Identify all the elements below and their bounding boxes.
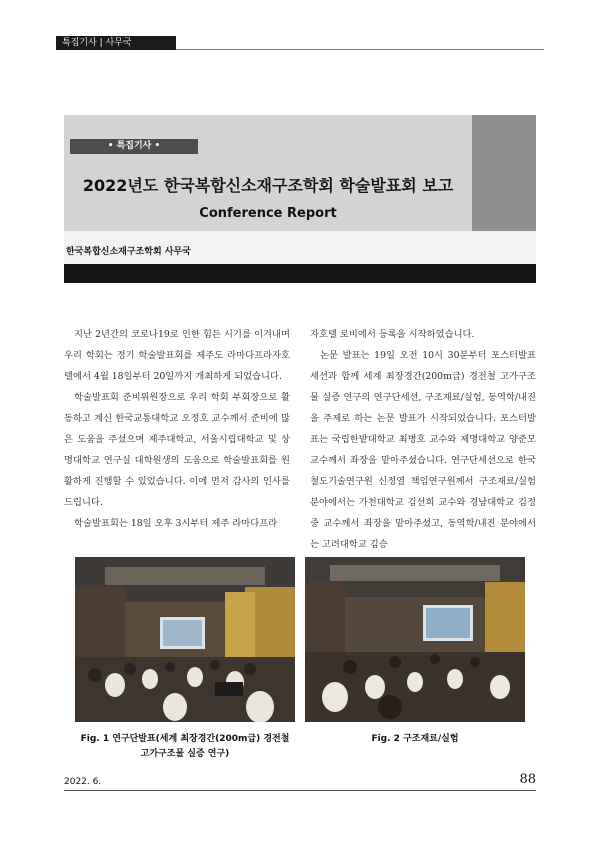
body-paragraph: 학술발표회는 18일 오후 3시부터 제주 라마다프라 [74,518,278,529]
title-block-stripe [472,115,536,231]
body-paragraph: 학술발표회 준비위원장으로 우리 학회 부회장으로 활동하고 계신 한국교통대학교 오정호 교수께서 준비에 많은 도움을 주셨으며 제주대학교, 서울시립대학교 및 상명대학교 연구실 대학원생의 도움으로 학술발표회를 원활하게 진행할 수 있었습니다. 이에 먼저 감사의 인사를 드립니다. [64,392,290,508]
article-subtitle: Conference Report [199,206,337,221]
section-label: 특집기사 | 사무국 [62,38,132,48]
figure-1-photo [75,557,295,722]
figure-1-caption-line2: 고가구조물 실증 연구) [140,749,230,759]
body-paragraph: 논문 발표는 19일 오전 10시 30분부터 포스터발표 세션과 함께 세계 최장경간(200m급) 경전철 고가구조물 실증 연구의 연구단세션, 구조재료/실험, 동역학/내진을 주제로 하는 논문 발표가 시작되었습니다. 포스터발표는 국립한밭대학교 최병호 교수와 제명대학교 양준모 교수께서 좌장을 맡아주셨습니다. 연구단세션으로 한국철도기술연구원 신정열 책임연구원께서 구조재료/실험 분야에서는 가천대학교 김선희 교수와 경남대학교 김정중 교수께서 좌장을 맡아주셨고, 동역학/내진 분야에서는 고려대학교 김승 [310,350,536,550]
body-paragraph: 지난 2년간의 코로나19로 인한 힘든 시기를 이겨내며 우리 학회는 정기 학술발표회를 제주도 라마다프라자호텔에서 4월 18일부터 20일까지 개최하게 되었습니다. [64,329,290,382]
footer-page-number: 88 [519,772,536,787]
article-tag: • 특집기사 • [70,139,198,154]
figure-1-caption-line1: Fig. 1 연구단발표(세계 최장경간(200m급) 경전철 [80,734,290,744]
figure-2-caption-line1: Fig. 2 구조재료/실험 [371,734,459,744]
footer-rule [64,790,536,791]
article-author: 한국복합신소재구조학회 사무국 [66,247,191,257]
figure-2-caption [305,732,525,747]
body-paragraph: 자호텔 로비에서 등록을 시작하였습니다. [310,329,475,340]
footer-date: 2022. 6. [64,777,102,787]
figure-2-photo [305,557,525,722]
body-column-left [64,324,290,534]
article-title: 2022년도 한국복합신소재구조학회 학술발표회 보고 [82,176,454,195]
title-underbar [64,264,536,283]
section-header-rule [176,49,544,50]
figure-1-caption [75,732,295,762]
body-column-right [310,324,536,555]
